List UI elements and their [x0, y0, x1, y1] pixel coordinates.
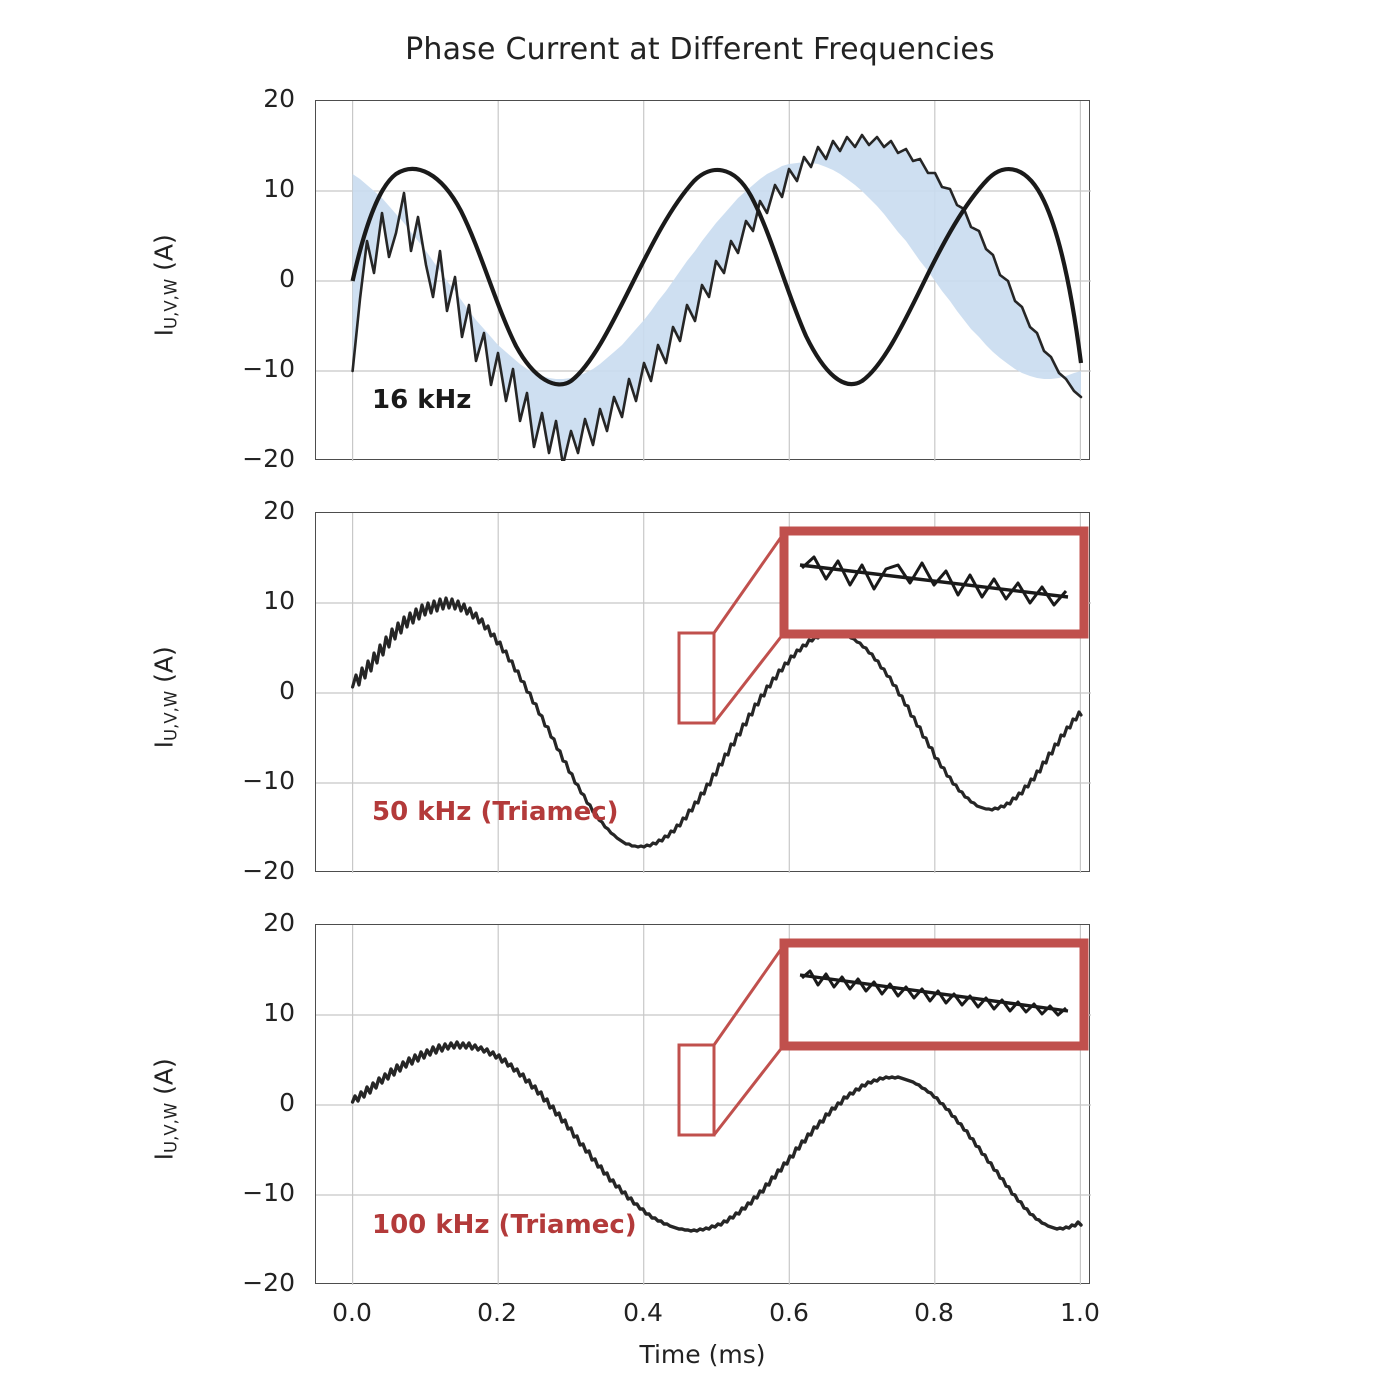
xtick-label: 0.2	[477, 1298, 517, 1327]
ytick-label: 20	[263, 84, 295, 113]
ytick-label: −10	[242, 1178, 295, 1207]
ytick-label: −20	[242, 444, 295, 473]
xlabel: Time (ms)	[639, 1340, 766, 1369]
zoom-connector-bottom	[714, 1045, 784, 1135]
ytick-label: 20	[263, 496, 295, 525]
ylabel-panel-16khz	[150, 115, 181, 455]
xtick-label: 1.0	[1060, 1298, 1100, 1327]
ylabel-prefix: I	[149, 329, 179, 337]
panel-50khz-annotation: 50 kHz (Triamec)	[372, 797, 619, 827]
ytick-label: 10	[263, 174, 295, 203]
inset-panel	[784, 943, 1084, 1046]
xtick-label: 0.8	[914, 1298, 954, 1327]
zoom-connector-top	[714, 945, 784, 1045]
xtick-label: 0.4	[623, 1298, 663, 1327]
ytick-label: −10	[242, 354, 295, 383]
ylabel-suffix: (A)	[149, 1058, 179, 1103]
panel-16khz-annotation: 16 kHz	[372, 385, 472, 415]
ylabel-subscript: U,V,W	[161, 278, 181, 329]
ytick-label: 10	[263, 998, 295, 1027]
ytick-label: −10	[242, 766, 295, 795]
ylabel-prefix: I	[149, 1153, 179, 1161]
xtick-label: 0.6	[769, 1298, 809, 1327]
zoom-connector-top	[714, 533, 784, 633]
ylabel-suffix: (A)	[149, 646, 179, 691]
ylabel-panel-100khz	[150, 939, 181, 1279]
ytick-label: −20	[242, 856, 295, 885]
zoom-region-box	[679, 633, 714, 723]
zoom-region-box	[679, 1045, 714, 1135]
ylabel-panel-50khz	[150, 527, 181, 867]
ylabel-subscript: U,V,W	[161, 690, 181, 741]
ripple-waveform	[353, 1042, 1081, 1231]
xtick-label: 0.0	[332, 1298, 372, 1327]
ytick-label: 20	[263, 908, 295, 937]
panel-100khz-annotation: 100 kHz (Triamec)	[372, 1210, 637, 1240]
ytick-label: −20	[242, 1268, 295, 1297]
ylabel-subscript: U,V,W	[161, 1102, 181, 1153]
ytick-label: 0	[279, 1088, 295, 1117]
ytick-label: 0	[279, 676, 295, 705]
ytick-label: 0	[279, 264, 295, 293]
chart-title: Phase Current at Different Frequencies	[405, 32, 995, 67]
ylabel-prefix: I	[149, 741, 179, 749]
ytick-label: 10	[263, 586, 295, 615]
inset-panel	[784, 531, 1084, 634]
ylabel-suffix: (A)	[149, 234, 179, 279]
